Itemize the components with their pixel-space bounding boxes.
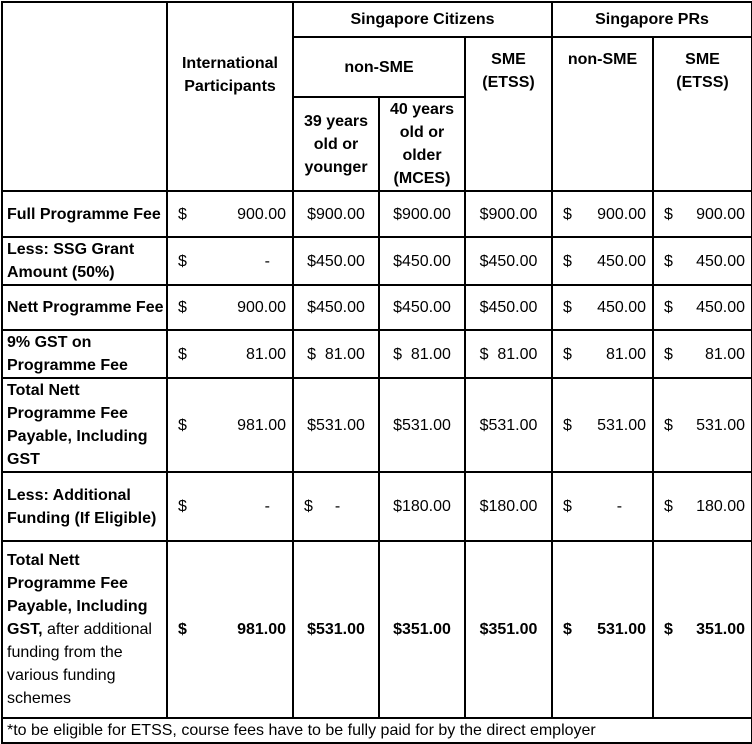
cell-intl: $ 981.00 xyxy=(167,378,293,472)
cell-intl: $ - xyxy=(167,237,293,285)
header-prs-sme-etss: SME (ETSS) xyxy=(653,37,752,191)
cell-pr-non-sme: $ 531.00 xyxy=(552,541,653,718)
row-label-ssg-grant: Less: SSG Grant Amount (50%) xyxy=(2,237,167,285)
row-label-full-programme-fee: Full Programme Fee xyxy=(2,191,167,237)
cell-citizen-40: $531.00 xyxy=(379,378,465,472)
header-singapore-prs: Singapore PRs xyxy=(552,2,752,37)
cell-pr-non-sme: $ 450.00 xyxy=(552,237,653,285)
cell-citizen-39: $ - xyxy=(293,472,379,541)
table-row xyxy=(2,191,752,237)
cell-citizen-40: $900.00 xyxy=(379,191,465,237)
cell-citizen-39: $531.00 xyxy=(293,378,379,472)
cell-citizen-sme: $180.00 xyxy=(465,472,552,541)
table-row xyxy=(2,285,752,330)
header-citizens-sme-etss: SME (ETSS) xyxy=(465,37,552,191)
cell-citizen-39: $531.00 xyxy=(293,541,379,718)
cell-citizen-39: $900.00 xyxy=(293,191,379,237)
cell-pr-non-sme: $ - xyxy=(552,472,653,541)
row-label-nett-programme-fee: Nett Programme Fee xyxy=(2,285,167,330)
cell-citizen-40: $ 81.00 xyxy=(379,330,465,378)
cell-pr-non-sme: $ 450.00 xyxy=(552,285,653,330)
table-row xyxy=(2,541,752,718)
row-label-additional-funding: Less: Additional Funding (If Eligible) xyxy=(2,472,167,541)
table-row xyxy=(2,237,752,285)
cell-citizen-sme: $351.00 xyxy=(465,541,552,718)
cell-intl: $ 900.00 xyxy=(167,191,293,237)
table-row xyxy=(2,472,752,541)
cell-intl: $ - xyxy=(167,472,293,541)
header-prs-non-sme: non-SME xyxy=(552,37,653,191)
cell-intl: $ 981.00 xyxy=(167,541,293,718)
header-citizens-non-sme: non-SME xyxy=(293,37,465,97)
programme-fee-table xyxy=(1,1,752,744)
cell-citizen-40: $450.00 xyxy=(379,237,465,285)
header-39-or-younger: 39 years old or younger xyxy=(293,97,379,191)
cell-pr-sme: $ 351.00 xyxy=(653,541,752,718)
header-international: International Participants xyxy=(167,2,293,191)
cell-citizen-sme: $ 81.00 xyxy=(465,330,552,378)
cell-pr-sme: $ 531.00 xyxy=(653,378,752,472)
cell-citizen-sme: $531.00 xyxy=(465,378,552,472)
row-label-total-nett-fee: Total Nett Programme Fee Payable, Including GST xyxy=(2,378,167,472)
cell-citizen-sme: $450.00 xyxy=(465,237,552,285)
header-40-or-older: 40 years old or older (MCES) xyxy=(379,97,465,191)
cell-pr-sme: $ 900.00 xyxy=(653,191,752,237)
table-row xyxy=(2,378,752,472)
cell-citizen-40: $351.00 xyxy=(379,541,465,718)
cell-citizen-40: $180.00 xyxy=(379,472,465,541)
cell-pr-non-sme: $ 531.00 xyxy=(552,378,653,472)
cell-pr-sme: $ 450.00 xyxy=(653,237,752,285)
table-row xyxy=(2,330,752,378)
header-corner xyxy=(2,2,167,191)
etss-footnote: *to be eligible for ETSS, course fees have to be fully paid for by the direct employer xyxy=(2,718,752,743)
cell-pr-sme: $ 81.00 xyxy=(653,330,752,378)
cell-intl: $ 81.00 xyxy=(167,330,293,378)
row-label-gst: 9% GST on Programme Fee xyxy=(2,330,167,378)
cell-pr-sme: $ 180.00 xyxy=(653,472,752,541)
cell-citizen-39: $ 81.00 xyxy=(293,330,379,378)
cell-citizen-40: $450.00 xyxy=(379,285,465,330)
cell-pr-non-sme: $ 900.00 xyxy=(552,191,653,237)
cell-pr-sme: $ 450.00 xyxy=(653,285,752,330)
cell-intl: $ 900.00 xyxy=(167,285,293,330)
cell-pr-non-sme: $ 81.00 xyxy=(552,330,653,378)
cell-citizen-39: $450.00 xyxy=(293,237,379,285)
cell-citizen-sme: $450.00 xyxy=(465,285,552,330)
cell-citizen-39: $450.00 xyxy=(293,285,379,330)
row-label-total-after-funding: Total Nett Programme Fee Payable, Including GST, after additional funding from the various funding schemes xyxy=(2,541,167,718)
header-singapore-citizens: Singapore Citizens xyxy=(293,2,552,37)
cell-citizen-sme: $900.00 xyxy=(465,191,552,237)
